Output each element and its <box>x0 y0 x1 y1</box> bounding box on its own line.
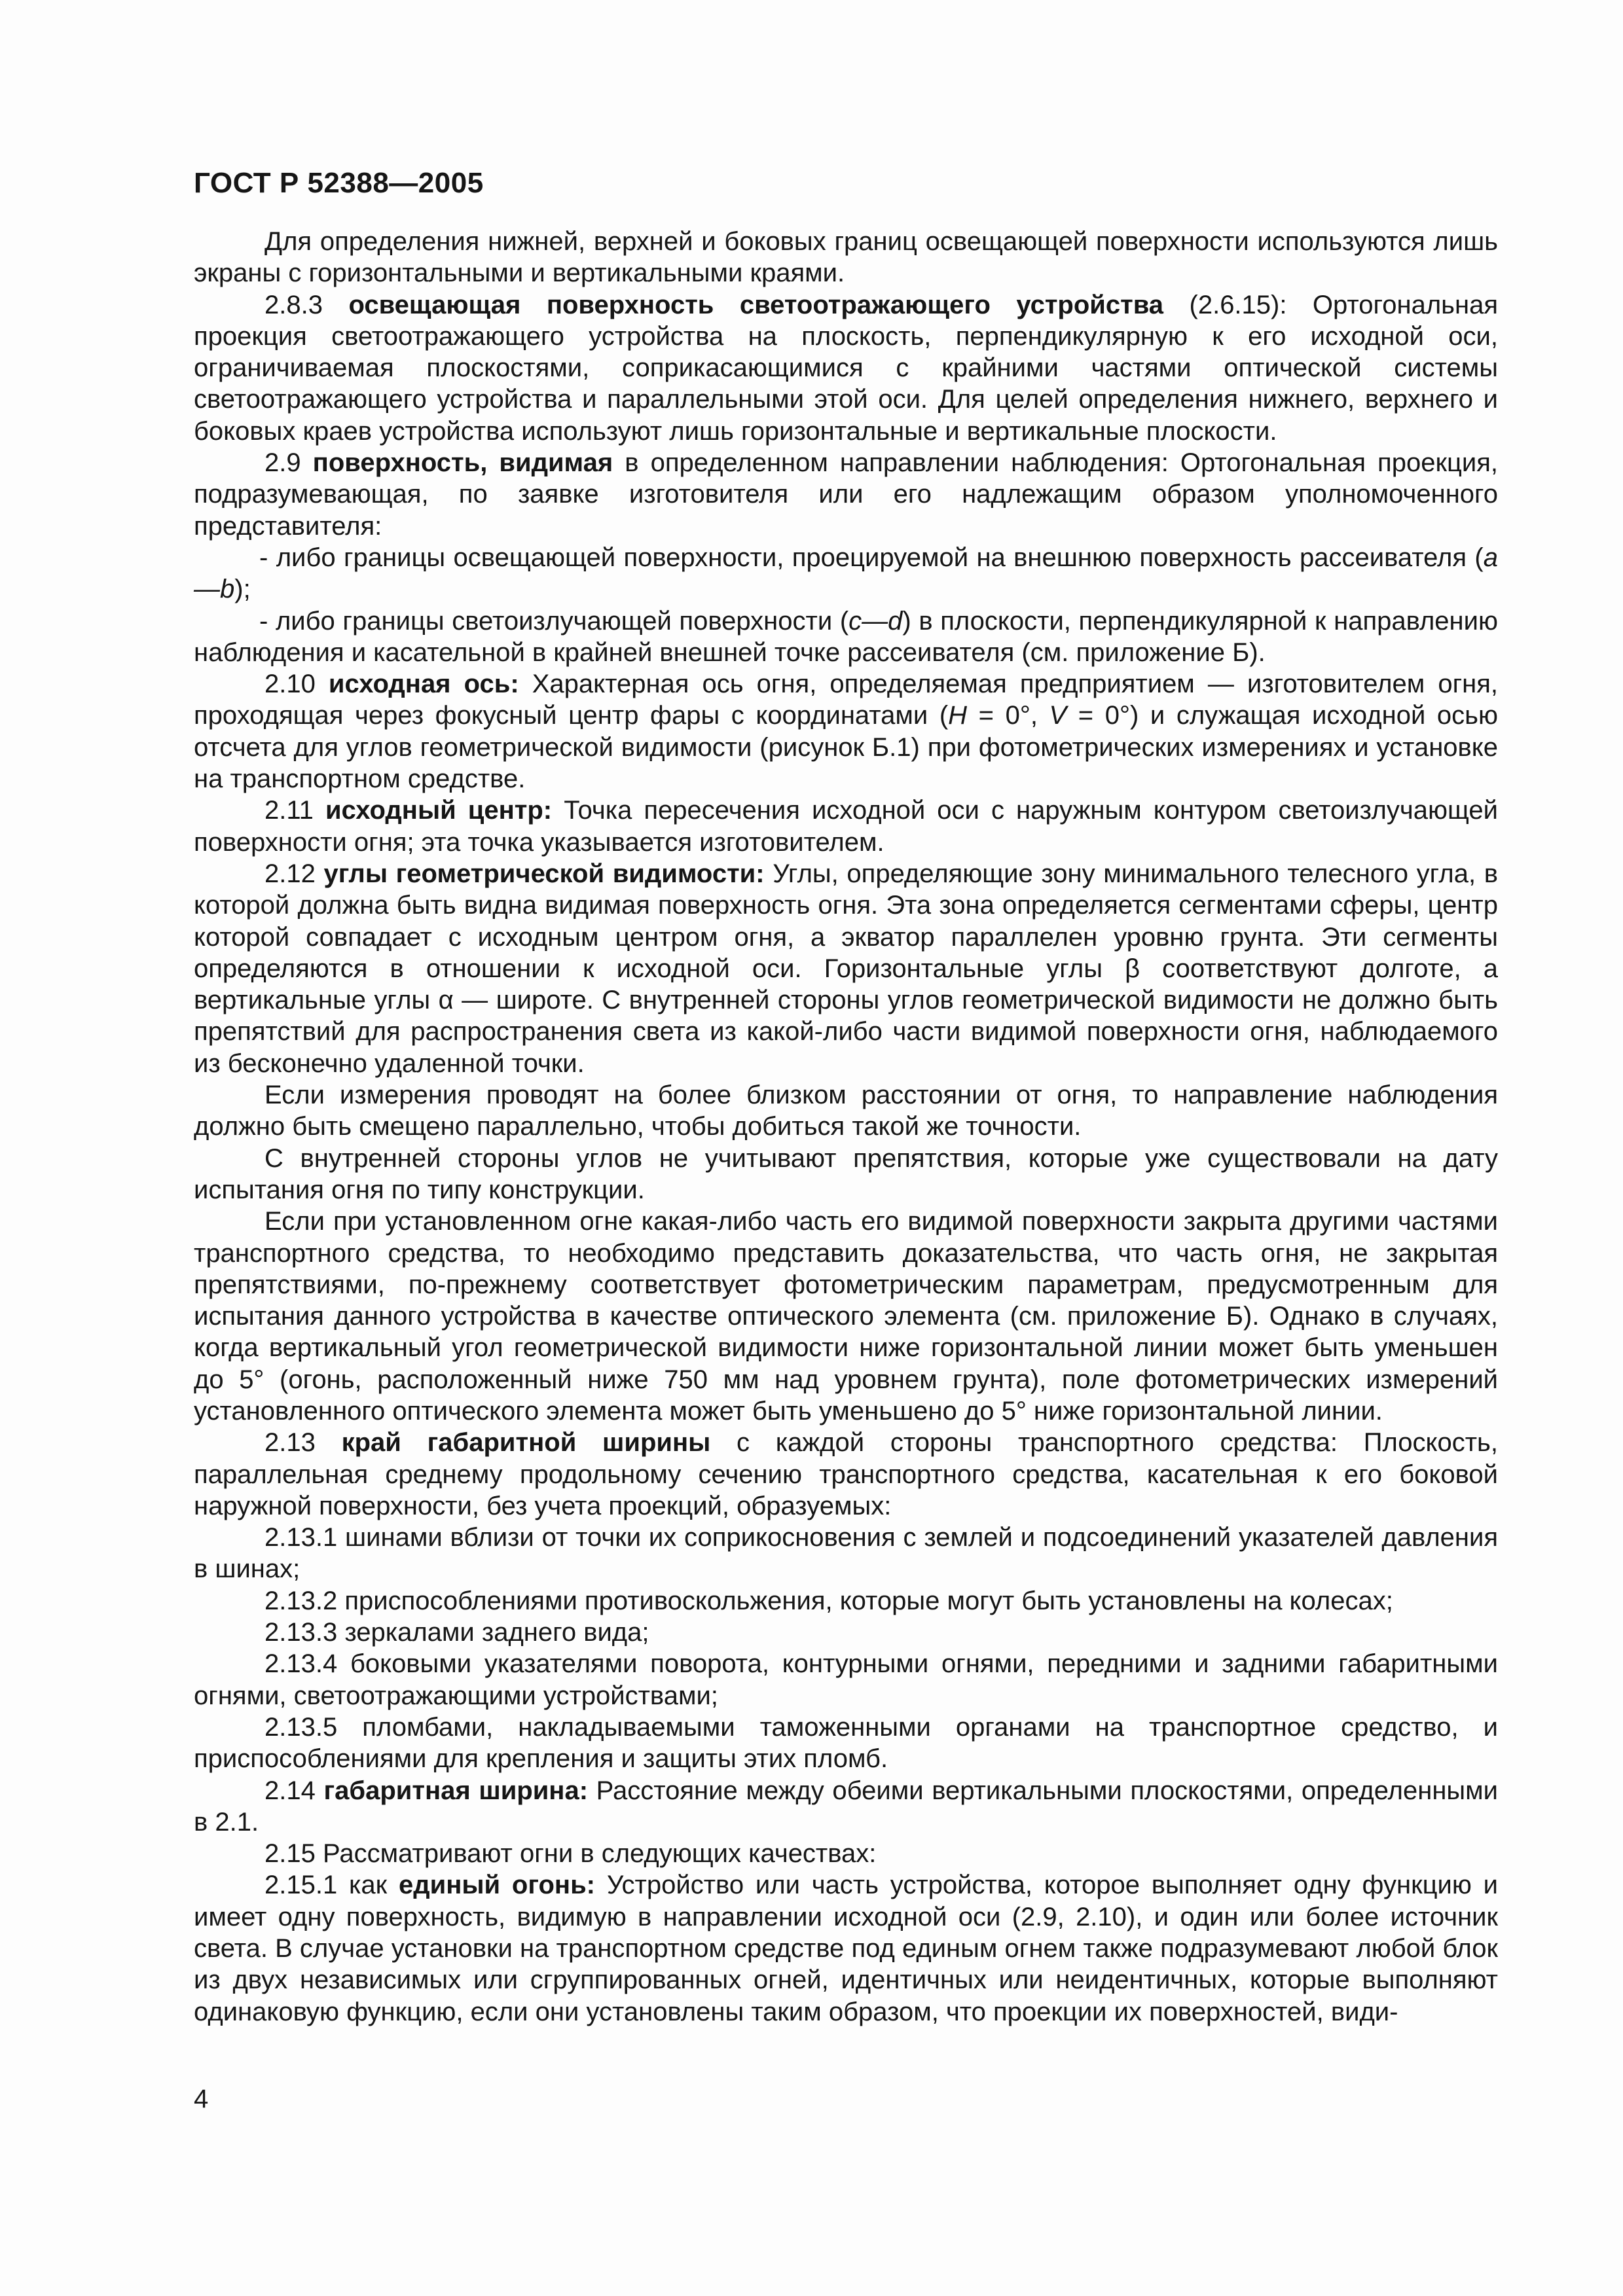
paragraph <box>194 1712 1498 1775</box>
text-run: Для определения нижней, верхней и боковых границ освещающей поверхности используются лишь экраны с горизонтальными и вертикальными краями. <box>194 227 1498 288</box>
text-run: 2.13.2 приспособлениями противоскольжения, которые могут быть установлены на колесах; <box>264 1586 1393 1615</box>
paragraph <box>194 289 1498 447</box>
paragraph <box>194 1617 1498 1648</box>
text-run: 2.8.3 <box>264 290 349 319</box>
list-item <box>194 605 1498 669</box>
text-run: с каждой стороны транспортного средства: Плоскость, параллельная среднему продольному сечению транспортного средства, касательная к его боковой наружной поверхности, без учета проекций, образуемых: <box>194 1428 1498 1520</box>
text-run: 2.13 <box>264 1428 342 1458</box>
term: исходный центр: <box>325 796 553 825</box>
text-run: 2.13.3 зеркалами заднего вида; <box>264 1618 649 1647</box>
paragraph <box>194 1143 1498 1206</box>
text-run: (2.6.15): Ортогональная проекция светоотражающего устройства на плоскость, перпендикулярную к его исходной оси, ограничиваемая плоскостями, соприкасающимися с крайними частями оптической системы светоотражающего устройства и параллельными этой оси. Для целей определения нижнего, верхнего и боковых краев устройства используют лишь горизонтальные и вертикальные плоскости. <box>194 290 1499 446</box>
term: углы геометрической видимости: <box>323 859 765 888</box>
italic-symbol: H <box>948 701 968 730</box>
text-run: 2.13.4 боковыми указателями поворота, контурными огнями, передними и задними габаритными огнями, светоотражающими устройствами; <box>194 1649 1498 1710</box>
text-run: Если измерения проводят на более близком расстоянии от огня, то направление наблюдения должно быть смещено параллельно, чтобы добиться такой же точности. <box>194 1081 1498 1141</box>
text-run: Если при установленном огне какая-либо часть его видимой поверхности закрыта другими частями транспортного средства, то необходимо представить доказательства, что часть огня, не закрытая препятствиями, по-прежнему соответствует фотометрическим параметрам, предусмотренным для испытания данного устройства в качестве оптического элемента (см. приложение Б). Однако в случаях, когда вертикальный угол геометрической видимости ниже горизонтальной линии может быть уменьшен до 5° (огонь, расположенный ниже 750 мм над уровнем грунта), поле фотометрических измерений установленного оптического элемента может быть уменьшено до 5° ниже горизонтальной линии. <box>194 1207 1498 1426</box>
text-run: Характерная ось огня, определяемая предприятием — изготовителем огня, проходящая через фокусный центр фары с координатами ( <box>194 670 1499 730</box>
paragraph <box>194 1427 1498 1522</box>
text-run: 2.10 <box>264 670 329 699</box>
paragraph <box>194 447 1498 542</box>
paragraph <box>194 1585 1498 1617</box>
text-run: 2.13.5 пломбами, накладываемыми таможенными органами на транспортное средство, и приспособлениями для крепления и защиты этих пломб. <box>194 1712 1498 1774</box>
term: край габаритной ширины <box>341 1428 711 1458</box>
text-run: 2.15 Рассматривают огни в следующих качествах: <box>264 1839 877 1869</box>
paragraph <box>194 858 1498 1079</box>
paragraph <box>194 1648 1498 1712</box>
text-run: Расстояние между обеими вертикальными плоскостями, определенными в 2.1. <box>194 1776 1498 1837</box>
paragraph <box>194 226 1498 289</box>
text-run: в определенном направлении наблюдения: Ортогональная проекция, подразумевающая, по заявке изготовителя или его надлежащим образом уполномоченного представителя: <box>194 448 1498 541</box>
term: поверхность, видимая <box>312 448 613 478</box>
text-run: Углы, определяющие зону минимального телесного угла, в которой должна быть видна видимая поверхность огня. Эта зона определяется сегментами сферы, центр которой совпадает с исходным центром огня, а экватор параллелен уровню грунта. Эти сегменты определяются в отношении к исходной оси. Горизонтальные углы β соответствуют долготе, а вертикальные углы α — широте. С внутренней стороны углов геометрической видимости не должно быть препятствий для распространения света из какой-либо части видимой поверхности огня, наблюдаемого из бесконечно удаленной точки. <box>194 859 1498 1078</box>
list-item <box>194 542 1498 605</box>
text-run: - либо границы светоизлучающей поверхности ( <box>259 606 849 636</box>
term: освещающая поверхность светоотражающего устройства <box>348 290 1164 319</box>
paragraph <box>194 1838 1498 1869</box>
text-run: - либо границы освещающей поверхности, проецируемой на внешнюю поверхность рассеивателя ( <box>259 543 1484 572</box>
text-run: Устройство или часть устройства, которое выполняет одну функцию и имеет одну поверхность, видимую в направлении исходной оси (2.9, 2.10), и один или более источник света. В случае установки на транспортном средстве под единым огнем также подразумевают любой блок из двух независимых или сгруппированных огней, идентичных или неидентичных, которые выполняют одинаковую функцию, если они установлены таким образом, что проекции их поверхностей, види- <box>194 1871 1499 2026</box>
paragraph <box>194 1869 1498 2027</box>
italic-symbol: a—b <box>194 543 1498 604</box>
text-run: = 0°, <box>967 701 1049 730</box>
text-run: 2.12 <box>264 859 324 888</box>
term: габаритная ширина: <box>323 1776 589 1805</box>
paragraph <box>194 1522 1498 1585</box>
paragraph <box>194 1079 1498 1143</box>
italic-symbol: c—d <box>848 606 903 636</box>
text-run: ) в плоскости, перпендикулярной к направлению наблюдения и касательной в крайней внешней точке рассеивателя (см. приложение Б). <box>194 606 1498 667</box>
text-run: 2.14 <box>264 1776 324 1805</box>
text-run: 2.11 <box>264 796 325 825</box>
text-run: = 0°) и служащая исходной осью отсчета для углов геометрической видимости (рисунок Б.1) при фотометрических измерениях и установке на транспортном средстве. <box>194 701 1498 794</box>
text-run: 2.9 <box>264 448 313 478</box>
paragraph <box>194 668 1498 795</box>
paragraph <box>194 795 1498 858</box>
text-run: С внутренней стороны углов не учитывают препятствия, которые уже существовали на дату испытания огня по типу конструкции. <box>194 1143 1498 1204</box>
term: единый огонь: <box>398 1871 595 1900</box>
page-header: ГОСТ Р 52388—2005 <box>194 167 484 199</box>
paragraph <box>194 1775 1498 1839</box>
document-body <box>194 226 1498 2028</box>
page-number: 4 <box>194 2085 209 2113</box>
paragraph <box>194 1206 1498 1427</box>
text-run: 2.15.1 как <box>264 1871 399 1900</box>
text-run: 2.13.1 шинами вблизи от точки их соприкосновения с землей и подсоединений указателей давления в шинах; <box>194 1523 1498 1584</box>
text-run: Точка пересечения исходной оси с наружным контуром светоизлучающей поверхности огня; эта точка указывается изготовителем. <box>194 796 1498 857</box>
text-run: ); <box>234 575 251 604</box>
italic-symbol: V <box>1049 701 1067 730</box>
term: исходная ось: <box>328 670 519 699</box>
